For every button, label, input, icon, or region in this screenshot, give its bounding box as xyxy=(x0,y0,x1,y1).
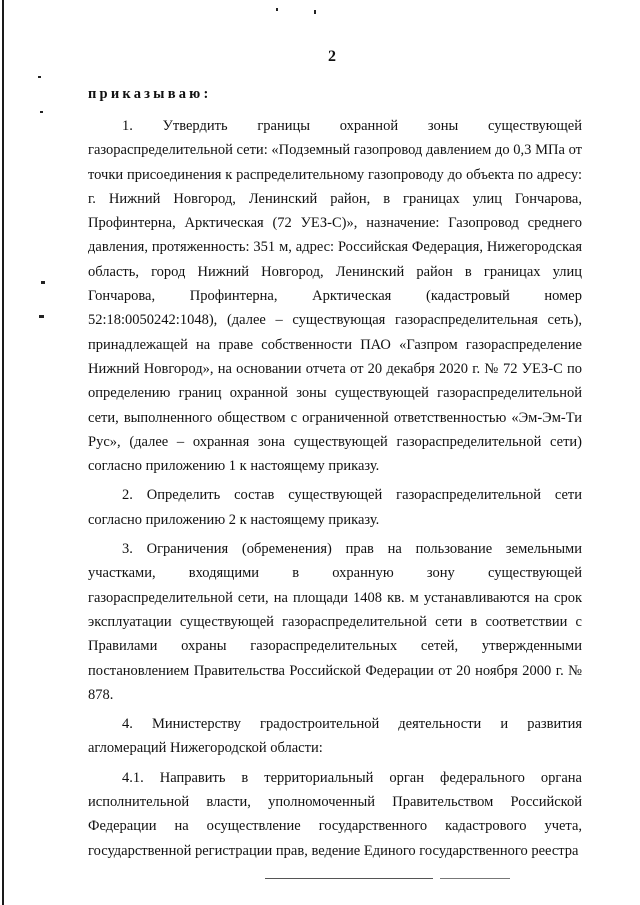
paragraph-4-1: 4.1. Направить в территориальный орган федерального органа исполнительной власти, уполномоченный Правительством Российской Федерации на осуществление государственного кадастрового учета, государственной регистрации прав, ведение Единого государственного реестра xyxy=(88,769,582,859)
page-number: 2 xyxy=(328,48,336,65)
paragraph-3: 3. Ограничения (обременения) прав на пользование земельными участками, входящими в охранную зону существующей газораспределительной сети, на площади 1408 кв. м устанавливаются на срок эксплуатации существующей газораспределительной сети в соответствии с Правилами охраны газораспределительных сетей, утвержденными постановлением Правительства Российской Федерации от 20 ноября 2000 г. № 878. xyxy=(88,541,582,703)
paragraph-2: 2. Определить состав существующей газораспределительной сети согласно приложению 2 к настоящему приказу. xyxy=(88,487,582,528)
paragraph-4: 4. Министерству градостроительной деятельности и развития агломераций Нижегородской области: xyxy=(88,716,582,757)
paragraph-1: 1. Утвердить границы охранной зоны существующей газораспределительной сети: «Подземный газопровод давлением до 0,3 МПа от точки присоединения к распределительному газопроводу до объекта по адресу: г. Нижний Новгород, Ленинский район, в границах улиц Гончарова, Профинтерна, Арктическая (72 УЕЗ-С)», назначение: Газопровод среднего давления, протяженность: 351 м, адрес: Российская Федерация, Нижегородская область, город Нижний Новгород, Ленинский район в границах улиц Гончарова, Профинтерна, Арктическая (кадастровый номер 52:18:0050242:1048), (далее – существующая газораспределительная сеть), принадлежащей на праве собственности ПАО «Газпром газораспределение Нижний Новгород», на основании отчета от 20 декабря 2020 г. № 72 УЕЗ-С по определению границ охранной зоны существующей газораспределительной сети, выполненного обществом с ограниченной ответственностью «Эм-Эм-Ти Рус», (далее – охранная зона существующей газораспределительной сети) согласно приложению 1 к настоящему приказу. xyxy=(88,118,582,475)
scan-mark xyxy=(40,111,43,113)
scan-mark xyxy=(38,76,41,78)
scan-left-border xyxy=(2,0,4,905)
scan-mark xyxy=(314,10,316,14)
scan-mark xyxy=(41,281,45,284)
scan-mark xyxy=(276,8,278,11)
footer-rule xyxy=(265,878,433,879)
footer-rule xyxy=(440,878,510,879)
order-heading: приказываю: xyxy=(88,86,212,102)
document-body xyxy=(88,114,582,863)
scan-mark xyxy=(39,315,44,318)
